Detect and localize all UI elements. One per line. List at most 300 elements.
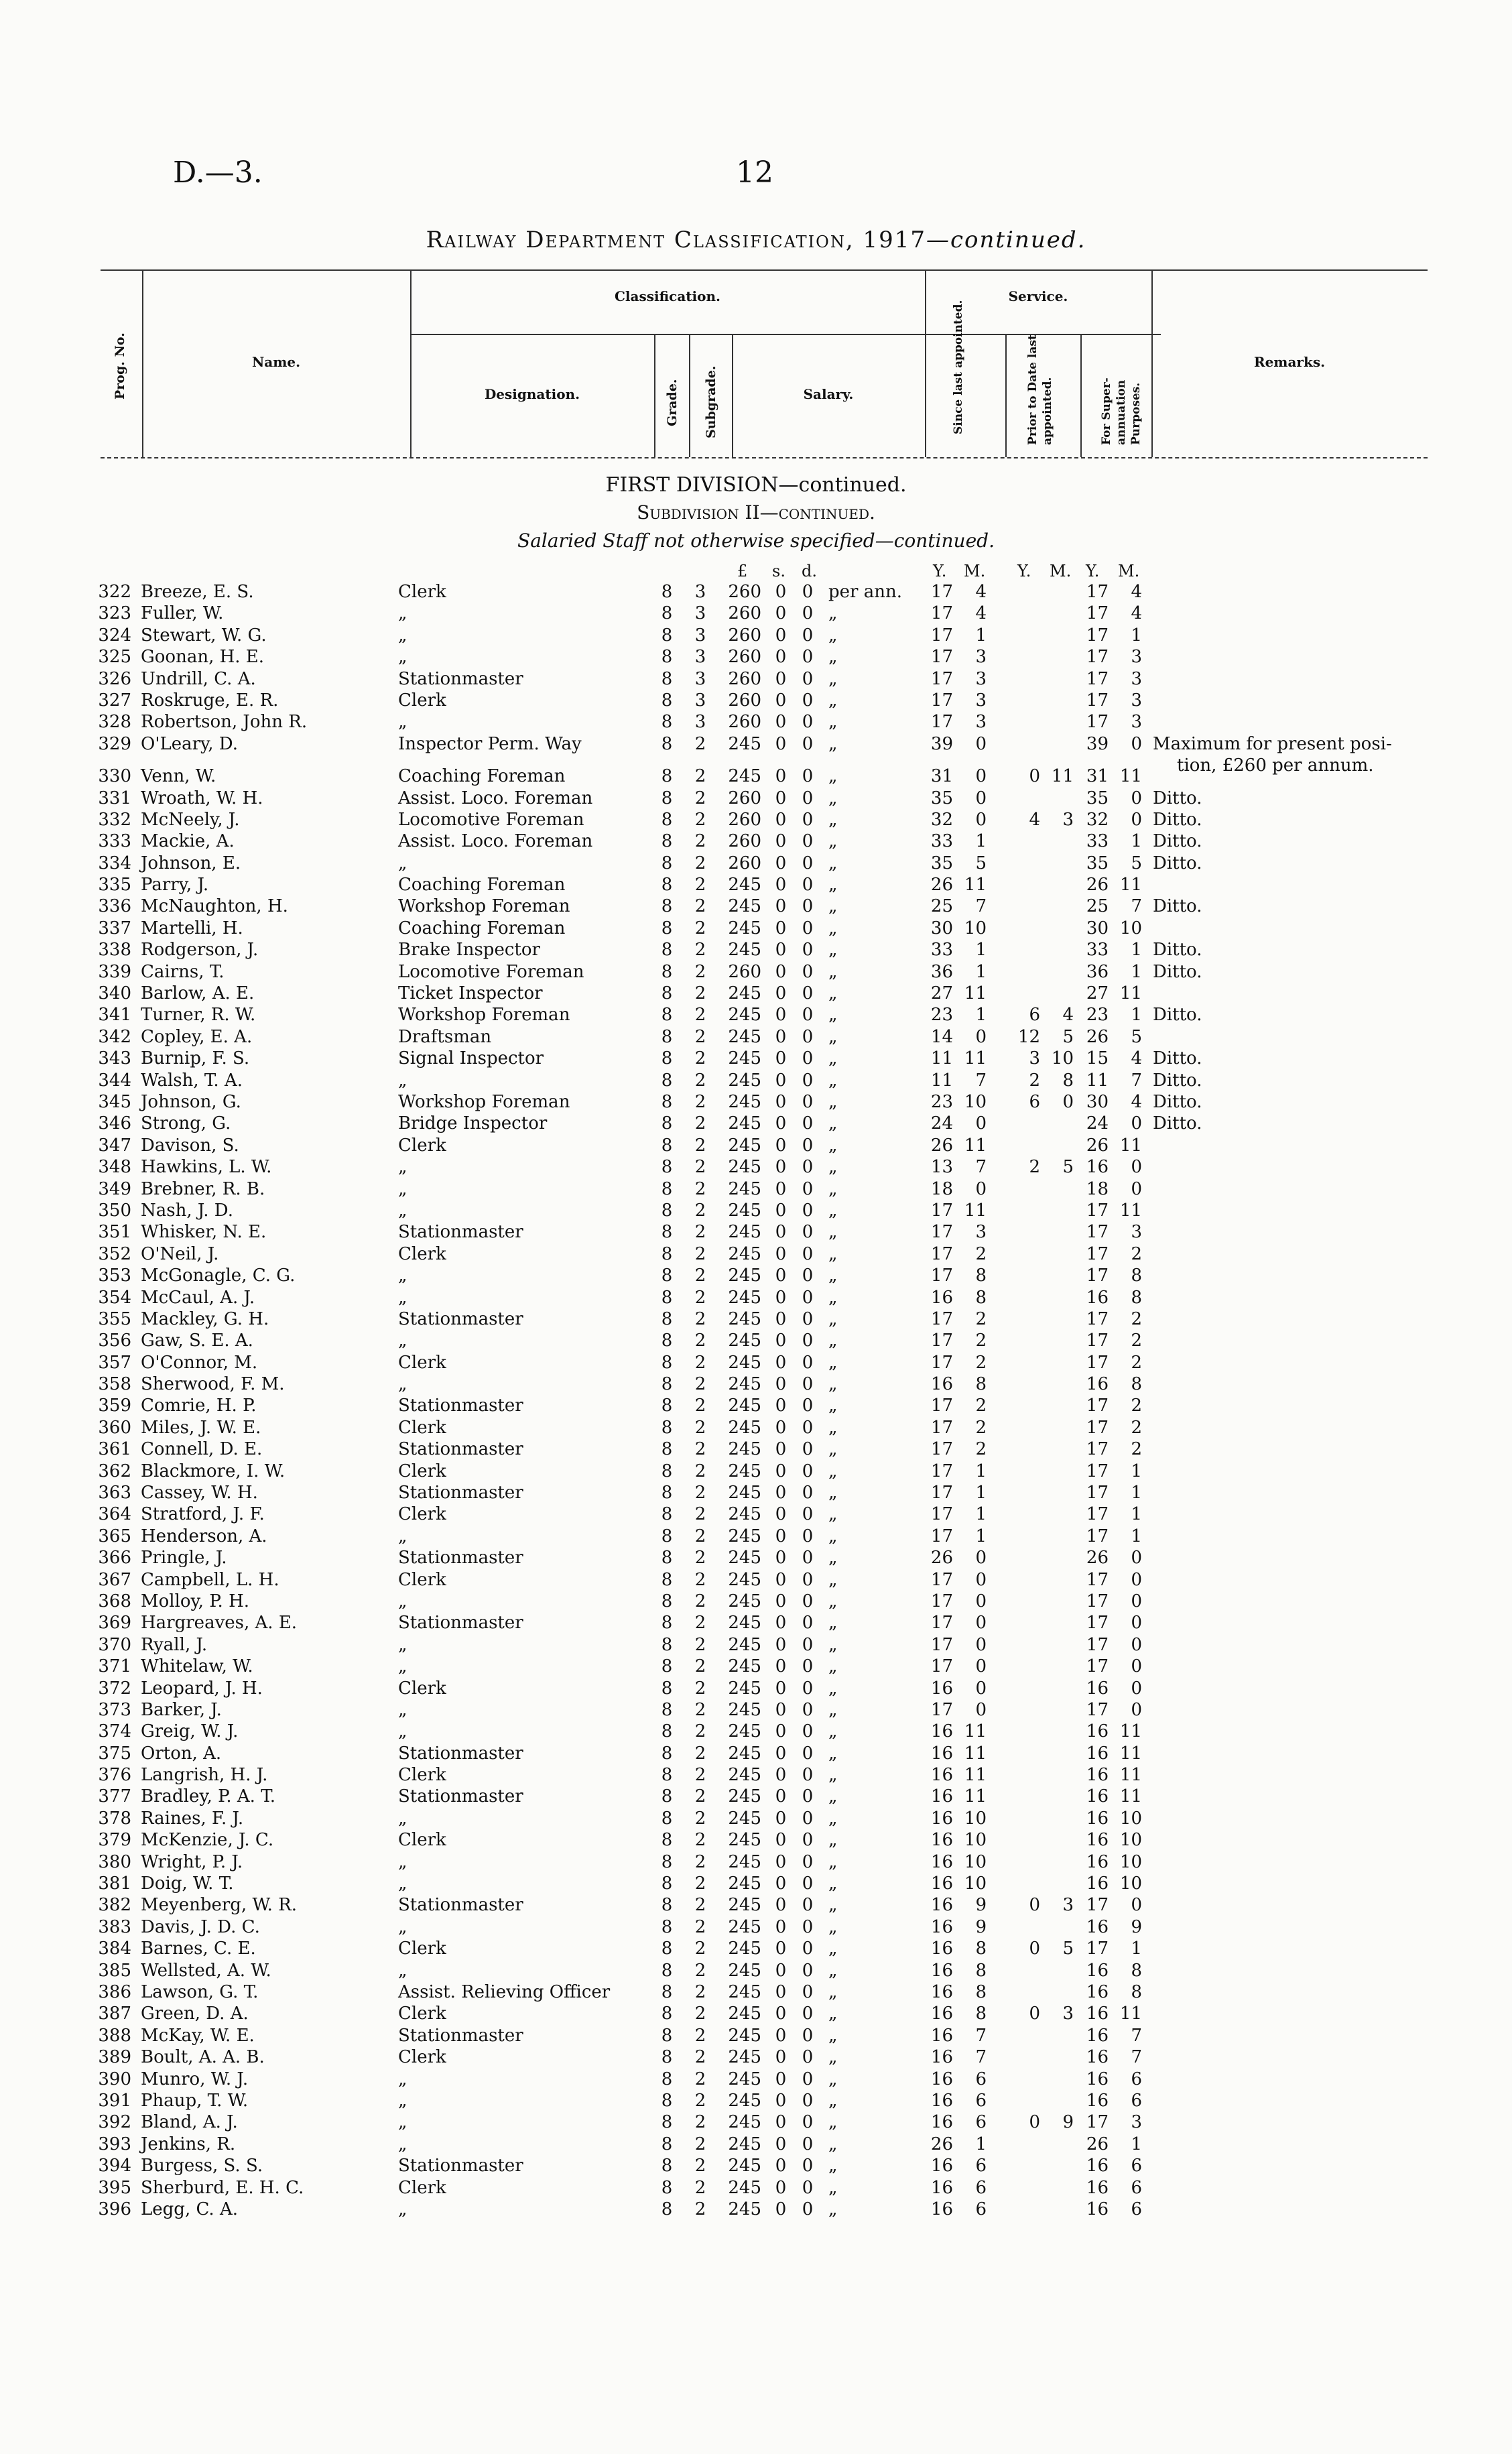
table-row <box>0 1092 1512 1113</box>
super-years: 16 <box>1086 2069 1109 2089</box>
since-months: 4 <box>975 603 987 624</box>
subgrade: 2 <box>694 1200 706 1221</box>
remarks: Ditto. <box>1153 940 1202 961</box>
since-years: 23 <box>930 1091 953 1112</box>
staff-name: Jenkins, R. <box>141 2134 236 2154</box>
salary-pence: 0 <box>802 1308 814 1329</box>
salary-period: „ <box>828 603 838 624</box>
since-years: 17 <box>930 1308 953 1329</box>
salary-period: „ <box>828 1765 838 1786</box>
salary-pence: 0 <box>802 853 814 873</box>
salary-shillings: 0 <box>775 1374 787 1395</box>
salary-period: „ <box>828 1178 838 1199</box>
grade: 8 <box>661 1331 673 1351</box>
table-row <box>0 1244 1512 1266</box>
unit-years: Y. <box>1086 562 1100 580</box>
super-years: 16 <box>1086 1960 1109 1981</box>
grade: 8 <box>661 1591 673 1611</box>
grade: 8 <box>661 625 673 646</box>
subgrade: 2 <box>694 896 706 917</box>
super-years: 33 <box>1086 831 1109 852</box>
prior-months: 10 <box>1051 1048 1074 1069</box>
salary-period: „ <box>828 1308 838 1329</box>
table-row <box>0 1309 1512 1331</box>
super-years: 17 <box>1086 1895 1109 1916</box>
designation: „ <box>398 2199 407 2219</box>
super-months: 1 <box>1131 1504 1142 1525</box>
table-row <box>0 1179 1512 1201</box>
since-years: 16 <box>930 1743 953 1764</box>
salary-pence: 0 <box>802 2004 814 2024</box>
staff-name: Raines, F. J. <box>141 1808 244 1829</box>
salary-pounds: 245 <box>728 1656 761 1677</box>
prior-years: 2 <box>1029 1157 1040 1178</box>
header-service: Service. <box>1008 288 1068 304</box>
unit-pence: d. <box>802 562 817 580</box>
since-years: 16 <box>930 1895 953 1916</box>
staff-name: Connell, D. E. <box>141 1439 263 1460</box>
table-row <box>0 1548 1512 1569</box>
since-months: 0 <box>975 733 987 754</box>
super-months: 2 <box>1131 1417 1142 1438</box>
subgrade: 2 <box>694 1157 706 1178</box>
salary-shillings: 0 <box>775 1808 787 1829</box>
header-since-last: Since last appointed. <box>952 300 965 434</box>
salary-pounds: 245 <box>728 1526 761 1546</box>
since-years: 16 <box>930 1960 953 1981</box>
col-divider <box>1005 334 1007 457</box>
grade: 8 <box>661 1417 673 1438</box>
salary-pence: 0 <box>802 1331 814 1351</box>
salary-pence: 0 <box>802 1287 814 1308</box>
prog-number: 391 <box>98 2090 131 2111</box>
since-months: 6 <box>975 2177 987 2198</box>
grade: 8 <box>661 1352 673 1373</box>
subgrade: 2 <box>694 1895 706 1916</box>
salary-pence: 0 <box>802 1483 814 1504</box>
salary-pence: 0 <box>802 1352 814 1373</box>
prior-years: 0 <box>1029 2112 1040 2133</box>
salary-pounds: 260 <box>728 668 761 689</box>
table-row <box>0 962 1512 983</box>
prior-months: 4 <box>1062 1005 1074 1026</box>
prog-number: 393 <box>98 2134 131 2154</box>
salary-period: „ <box>828 2090 838 2111</box>
subgrade: 2 <box>694 1005 706 1026</box>
super-months: 4 <box>1131 1048 1142 1069</box>
salary-pounds: 245 <box>728 2069 761 2089</box>
salary-period: „ <box>828 918 838 938</box>
salary-shillings: 0 <box>775 1960 787 1981</box>
super-months: 0 <box>1131 1895 1142 1916</box>
staff-name: McGonagle, C. G. <box>141 1266 296 1286</box>
salary-pence: 0 <box>802 1178 814 1199</box>
since-years: 17 <box>930 1483 953 1504</box>
grade: 8 <box>661 1135 673 1156</box>
since-years: 17 <box>930 1526 953 1546</box>
super-months: 10 <box>1119 1808 1142 1829</box>
since-months: 0 <box>975 1026 987 1047</box>
subgrade: 2 <box>694 1634 706 1655</box>
super-months: 1 <box>1131 1526 1142 1546</box>
super-months: 6 <box>1131 2069 1142 2089</box>
super-months: 3 <box>1131 1222 1142 1243</box>
salary-pence: 0 <box>802 1243 814 1264</box>
designation: „ <box>398 1874 407 1894</box>
designation: Stationmaster <box>398 2025 523 2046</box>
super-years: 17 <box>1086 1569 1109 1590</box>
table-row <box>0 1678 1512 1700</box>
table-row <box>0 1418 1512 1439</box>
designation: Clerk <box>398 1569 446 1590</box>
table-row <box>0 1439 1512 1461</box>
prog-number: 379 <box>98 1830 131 1851</box>
grade: 8 <box>661 2134 673 2154</box>
super-years: 33 <box>1086 940 1109 961</box>
since-years: 16 <box>930 1374 953 1395</box>
super-months: 11 <box>1119 766 1142 787</box>
subgrade: 2 <box>694 1483 706 1504</box>
prog-number: 335 <box>98 875 131 896</box>
table-row <box>0 2004 1512 2025</box>
super-years: 16 <box>1086 2177 1109 2198</box>
since-months: 2 <box>975 1243 987 1264</box>
super-years: 25 <box>1086 896 1109 917</box>
staff-name: Venn, W. <box>141 766 216 787</box>
super-months: 5 <box>1131 1026 1142 1047</box>
salary-period: „ <box>828 1070 838 1091</box>
salary-period: „ <box>828 1352 838 1373</box>
grade: 8 <box>661 1916 673 1937</box>
salary-shillings: 0 <box>775 625 787 646</box>
since-months: 8 <box>975 1266 987 1286</box>
super-years: 26 <box>1086 1548 1109 1569</box>
salary-pence: 0 <box>802 831 814 852</box>
since-months: 10 <box>964 918 987 938</box>
table-row <box>0 875 1512 896</box>
designation: Assist. Loco. Foreman <box>398 788 593 808</box>
salary-pounds: 245 <box>728 1157 761 1178</box>
table-row <box>0 1396 1512 1417</box>
staff-name: Lawson, G. T. <box>141 1982 259 2002</box>
super-months: 7 <box>1131 1070 1142 1091</box>
since-years: 11 <box>930 1070 953 1091</box>
subgrade: 2 <box>694 2069 706 2089</box>
salary-pence: 0 <box>802 940 814 961</box>
table-row <box>0 625 1512 647</box>
since-years: 16 <box>930 1765 953 1786</box>
table-row <box>0 1939 1512 1960</box>
super-months: 1 <box>1131 625 1142 646</box>
prior-months: 5 <box>1062 1026 1074 1047</box>
table-row <box>0 2199 1512 2221</box>
prior-years: 0 <box>1029 766 1040 787</box>
prog-number: 364 <box>98 1504 131 1525</box>
salary-shillings: 0 <box>775 1830 787 1851</box>
grade: 8 <box>661 1721 673 1742</box>
super-years: 30 <box>1086 918 1109 938</box>
staff-name: Henderson, A. <box>141 1526 267 1546</box>
subgrade: 2 <box>694 1461 706 1481</box>
super-years: 16 <box>1086 1765 1109 1786</box>
salary-pence: 0 <box>802 2047 814 2068</box>
designation: „ <box>398 1178 407 1199</box>
prog-number: 381 <box>98 1874 131 1894</box>
subgrade: 2 <box>694 1874 706 1894</box>
salary-pounds: 245 <box>728 1916 761 1937</box>
super-months: 6 <box>1131 2177 1142 2198</box>
staff-heading: Salaried Staff not otherwise specified—continued. <box>517 530 995 552</box>
since-months: 10 <box>964 1091 987 1112</box>
designation: „ <box>398 1070 407 1091</box>
grade: 8 <box>661 896 673 917</box>
grade: 8 <box>661 2069 673 2089</box>
since-months: 11 <box>964 983 987 1004</box>
designation: „ <box>398 1526 407 1546</box>
since-months: 3 <box>975 647 987 668</box>
salary-pence: 0 <box>802 1070 814 1091</box>
designation: Clerk <box>398 2047 446 2068</box>
since-years: 17 <box>930 1504 953 1525</box>
header-prior-to: Prior to Date last appointed. <box>1026 334 1054 445</box>
designation: „ <box>398 1916 407 1937</box>
designation: „ <box>398 1591 407 1611</box>
salary-pence: 0 <box>802 1113 814 1134</box>
table-row <box>0 647 1512 668</box>
super-months: 11 <box>1119 875 1142 896</box>
salary-pence: 0 <box>802 582 814 602</box>
prog-number: 376 <box>98 1765 131 1786</box>
grade: 8 <box>661 1960 673 1981</box>
since-months: 11 <box>964 1743 987 1764</box>
super-months: 6 <box>1131 2090 1142 2111</box>
salary-pence: 0 <box>802 625 814 646</box>
since-years: 17 <box>930 712 953 733</box>
prior-months: 5 <box>1062 1939 1074 1959</box>
prog-number: 365 <box>98 1526 131 1546</box>
salary-pounds: 245 <box>728 1331 761 1351</box>
staff-name: Mackie, A. <box>141 831 235 852</box>
salary-pounds: 245 <box>728 1591 761 1611</box>
salary-period: „ <box>828 1830 838 1851</box>
super-months: 1 <box>1131 1939 1142 1959</box>
super-years: 17 <box>1086 1200 1109 1221</box>
designation: „ <box>398 625 407 646</box>
salary-shillings: 0 <box>775 983 787 1004</box>
salary-period: „ <box>828 1851 838 1872</box>
salary-shillings: 0 <box>775 1721 787 1742</box>
super-years: 15 <box>1086 1048 1109 1069</box>
designation: Clerk <box>398 1939 446 1959</box>
salary-period: „ <box>828 1634 838 1655</box>
salary-shillings: 0 <box>775 1613 787 1634</box>
col-divider <box>689 334 690 457</box>
super-months: 0 <box>1131 1569 1142 1590</box>
subgrade: 3 <box>694 690 706 711</box>
super-months: 2 <box>1131 1352 1142 1373</box>
super-years: 35 <box>1086 788 1109 808</box>
designation: Clerk <box>398 2004 446 2024</box>
salary-pounds: 245 <box>728 1939 761 1959</box>
staff-name: Walsh, T. A. <box>141 1070 243 1091</box>
super-months: 9 <box>1131 1916 1142 1937</box>
grade: 8 <box>661 809 673 830</box>
staff-name: Hargreaves, A. E. <box>141 1613 298 1634</box>
salary-pence: 0 <box>802 2069 814 2089</box>
super-months: 0 <box>1131 1613 1142 1634</box>
salary-pence: 0 <box>802 2156 814 2176</box>
salary-period: „ <box>828 1048 838 1069</box>
table-row <box>0 983 1512 1005</box>
salary-shillings: 0 <box>775 1222 787 1243</box>
super-years: 16 <box>1086 1678 1109 1699</box>
remarks: Ditto. <box>1153 1005 1202 1026</box>
staff-name: Barker, J. <box>141 1699 222 1720</box>
super-years: 17 <box>1086 582 1109 602</box>
staff-name: Mackley, G. H. <box>141 1308 269 1329</box>
prior-months: 3 <box>1062 2004 1074 2024</box>
since-years: 16 <box>930 1830 953 1851</box>
designation: Clerk <box>398 1765 446 1786</box>
designation: „ <box>398 1374 407 1395</box>
staff-name: Legg, C. A. <box>141 2199 239 2219</box>
since-months: 10 <box>964 1830 987 1851</box>
prog-number: 384 <box>98 1939 131 1959</box>
super-months: 3 <box>1131 712 1142 733</box>
since-years: 16 <box>930 1851 953 1872</box>
since-years: 17 <box>930 1634 953 1655</box>
subgrade: 2 <box>694 1526 706 1546</box>
since-years: 17 <box>930 1613 953 1634</box>
since-months: 2 <box>975 1396 987 1416</box>
salary-pounds: 260 <box>728 690 761 711</box>
since-years: 17 <box>930 582 953 602</box>
since-months: 0 <box>975 1699 987 1720</box>
since-years: 11 <box>930 1048 953 1069</box>
subgrade: 3 <box>694 712 706 733</box>
grade: 8 <box>661 1026 673 1047</box>
since-months: 10 <box>964 1874 987 1894</box>
since-months: 0 <box>975 1591 987 1611</box>
salary-shillings: 0 <box>775 1178 787 1199</box>
prog-number: 344 <box>98 1070 131 1091</box>
salary-pence: 0 <box>802 1266 814 1286</box>
salary-shillings: 0 <box>775 1569 787 1590</box>
prog-number: 345 <box>98 1091 131 1112</box>
since-months: 7 <box>975 1070 987 1091</box>
designation: Stationmaster <box>398 1613 523 1634</box>
since-years: 17 <box>930 1266 953 1286</box>
super-months: 11 <box>1119 1721 1142 1742</box>
grade: 8 <box>661 2047 673 2068</box>
salary-shillings: 0 <box>775 2069 787 2089</box>
salary-shillings: 0 <box>775 961 787 982</box>
grade: 8 <box>661 1743 673 1764</box>
grade: 8 <box>661 1005 673 1026</box>
table-row <box>0 2026 1512 2047</box>
super-years: 32 <box>1086 809 1109 830</box>
table-row <box>0 2112 1512 2134</box>
since-years: 17 <box>930 1656 953 1677</box>
salary-period: „ <box>828 1417 838 1438</box>
super-months: 4 <box>1131 1091 1142 1112</box>
prior-months: 11 <box>1051 766 1074 787</box>
salary-period: „ <box>828 2199 838 2219</box>
table-row <box>0 1157 1512 1178</box>
salary-pounds: 260 <box>728 853 761 873</box>
since-months: 6 <box>975 2090 987 2111</box>
since-years: 26 <box>930 1548 953 1569</box>
prog-number: 361 <box>98 1439 131 1460</box>
salary-shillings: 0 <box>775 690 787 711</box>
salary-shillings: 0 <box>775 1091 787 1112</box>
salary-shillings: 0 <box>775 1417 787 1438</box>
table-row <box>0 1070 1512 1092</box>
salary-shillings: 0 <box>775 896 787 917</box>
since-years: 16 <box>930 1808 953 1829</box>
subgrade: 2 <box>694 1026 706 1047</box>
designation: Ticket Inspector <box>398 983 543 1004</box>
staff-name: Orton, A. <box>141 1743 222 1764</box>
table-row <box>0 1374 1512 1396</box>
prog-number: 351 <box>98 1222 131 1243</box>
grade: 8 <box>661 1439 673 1460</box>
designation: Clerk <box>398 582 446 602</box>
super-months: 0 <box>1131 1178 1142 1199</box>
staff-name: Greig, W. J. <box>141 1721 239 1742</box>
staff-name: Wellsted, A. W. <box>141 1960 271 1981</box>
salary-shillings: 0 <box>775 1656 787 1677</box>
grade: 8 <box>661 1243 673 1264</box>
salary-pounds: 245 <box>728 1613 761 1634</box>
super-years: 17 <box>1086 1504 1109 1525</box>
since-months: 1 <box>975 831 987 852</box>
subgrade: 2 <box>694 1678 706 1699</box>
salary-pence: 0 <box>802 1504 814 1525</box>
table-row <box>0 1048 1512 1070</box>
grade: 8 <box>661 582 673 602</box>
table-row <box>0 1005 1512 1026</box>
subgrade: 2 <box>694 1222 706 1243</box>
super-months: 11 <box>1119 1200 1142 1221</box>
grade: 8 <box>661 647 673 668</box>
designation: „ <box>398 1656 407 1677</box>
designation: Clerk <box>398 1135 446 1156</box>
grade: 8 <box>661 1157 673 1178</box>
grade: 8 <box>661 1569 673 1590</box>
salary-pence: 0 <box>802 1135 814 1156</box>
salary-pence: 0 <box>802 1526 814 1546</box>
prog-number: 383 <box>98 1916 131 1937</box>
prog-number: 373 <box>98 1699 131 1720</box>
table-row <box>0 690 1512 712</box>
subgrade: 2 <box>694 733 706 754</box>
table-row <box>0 896 1512 918</box>
salary-pounds: 245 <box>728 1569 761 1590</box>
since-years: 17 <box>930 1222 953 1243</box>
super-years: 16 <box>1086 1786 1109 1807</box>
grade: 8 <box>661 712 673 733</box>
salary-pence: 0 <box>802 1656 814 1677</box>
salary-period: „ <box>828 1569 838 1590</box>
super-years: 16 <box>1086 2047 1109 2068</box>
staff-name: Phaup, T. W. <box>141 2090 249 2111</box>
subgrade: 2 <box>694 1808 706 1829</box>
salary-pence: 0 <box>802 1851 814 1872</box>
staff-name: Martelli, H. <box>141 918 243 938</box>
super-months: 2 <box>1131 1439 1142 1460</box>
subgrade: 2 <box>694 1135 706 1156</box>
